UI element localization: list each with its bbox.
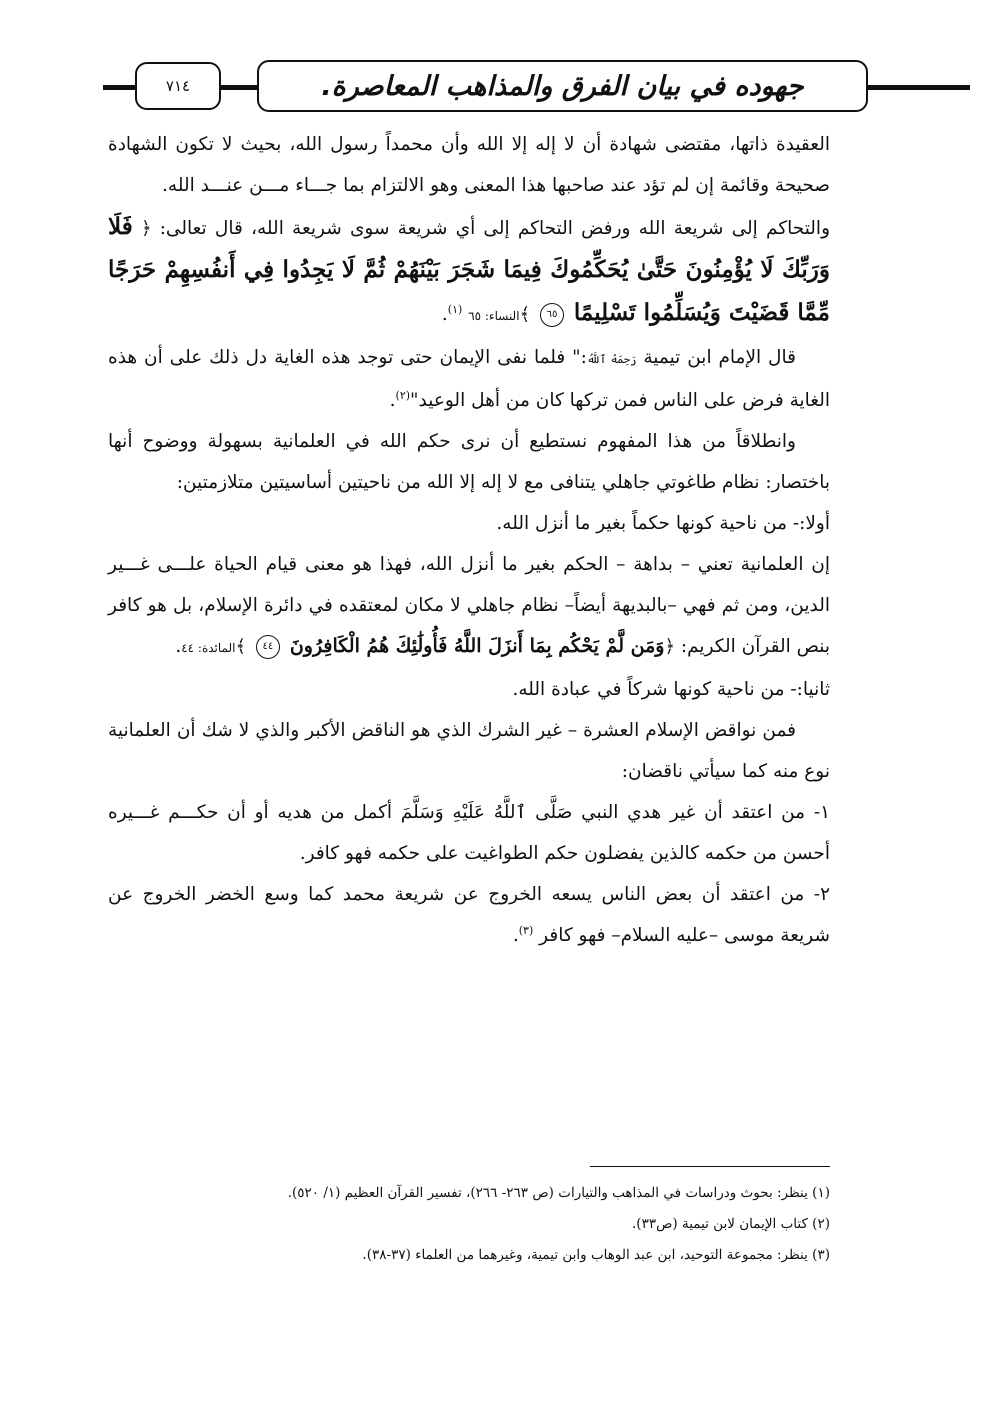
paragraph-2: والتحاكم إلى شريعة الله ورفض التحاكم إلى أي شريعة سوى شريعة الله، قال تعالى: ﴿ فَلَا وَرَبِّكَ لَا يُؤْمِنُونَ حَتَّىٰ يُحَكِّمُوكَ فِيمَا شَجَرَ بَيْنَهُمْ ثُمَّ لَا يَجِدُوا فِي أَنفُسِهِمْ حَرَجًا مِّمَّا قَضَيْتَ وَيُسَلِّمُوا تَسْلِيمًا ٦٥ ﴾النساء: ٦٥ $^{(١)}$. (108, 213, 830, 326)
verse-1-reference: النساء: ٦٥ (468, 309, 520, 323)
paragraph-5: إن العلمانية تعني – بداهة – الحكم بغير ما أنزل الله، فهذا هو معنى قيام الحياة علـــى غـــير الدين، ومن ثم فهي –بالبديهة أيضاً– نظام جاهلي لا مكان لمعتقده في دائرة الإسلام، بل هو كافر بنص القرآن الكريم: ﴿وَمَن لَّمْ يَحْكُم بِمَا أَنزَلَ اللَّهُ فَأُولَٰئِكَ هُمُ الْكَافِرُونَ ٤٤ ﴾المائدة: ٤٤. (108, 554, 830, 657)
paragraph-6: فمن نواقض الإسلام العشرة – غير الشرك الذي هو الناقض الأكبر والذي لا شك أن العلمانية نوع منه كما سيأتي ناقضان: (108, 720, 830, 782)
page-number: ٧١٤ (165, 77, 191, 95)
paragraph-3-rest: :" فلما نفى الإيمان حتى توجد هذه الغاية دل ذلك على أن هذه الغاية فرض على الناس فمن تركها كان من أهل الوعيد" (108, 347, 830, 411)
running-header-title: جهوده في بيان الفرق والمذاهب المعاصرة. (321, 70, 804, 102)
list-item-1 (108, 792, 830, 874)
paragraph-3: قال الإمام ابن تيمية رَحِمَهُ ٱللَّهُ:" فلما نفى الإيمان حتى توجد هذه الغاية دل ذلك على أن هذه الغاية فرض على الناس فمن تركها كان من أهل الوعيد"$^{(٢)}$. (108, 347, 830, 411)
paragraph-2-intro: والتحاكم إلى شريعة الله ورفض التحاكم إلى أي شريعة سوى شريعة الله، قال تعالى: (159, 218, 830, 239)
verse-1-open-bracket: ﴿ (140, 218, 152, 239)
page-number-frame (135, 62, 221, 110)
footnote-1: (١) ينظر: بحوث ودراسات في المذاهب والتيارات (ص ٢٦٣- ٢٦٦)، تفسير القرآن العظيم (١/ ٥٢٠). (287, 1185, 830, 1201)
paragraph-1 (108, 124, 830, 206)
verse-1-ayah-marker: ٦٥ (540, 303, 564, 327)
footnote-marker-1: (١) (447, 302, 463, 316)
verse-2-close-bracket: ﴾ (235, 636, 247, 657)
main-text (108, 124, 830, 956)
verse-2-ayah-marker: ٤٤ (256, 635, 280, 659)
footnote-marker-2: (٢) (395, 388, 411, 402)
list-item-2: ٢- من اعتقد أن بعض الناس يسعه الخروج عن شريعة محمد كما وسع الخضر الخروج عن شريعة موسى –عليه السلام– فهو كافر $^{(٣)}$. (108, 884, 830, 946)
list-item-1-rest: أكمل من هديه أو أن حكـــم غـــيره أحسن من حكمه كالذين يفضلون حكم الطواغيت على حكمه فهو كافر. (108, 802, 830, 864)
honorific-rahimahullah: رَحِمَهُ ٱللَّهُ (586, 353, 637, 366)
verse-2-text: وَمَن لَّمْ يَحْكُم بِمَا أَنزَلَ اللَّهُ فَأُولَٰئِكَ هُمُ الْكَافِرُونَ (289, 635, 665, 657)
footnote-3: (٣) ينظر: مجموعة التوحيد، ابن عبد الوهاب وابن تيمية، وغيرهما من العلماء (٣٧-٣٨). (362, 1247, 830, 1263)
verse-1-text: فَلَا وَرَبِّكَ لَا يُؤْمِنُونَ حَتَّىٰ يُحَكِّمُوكَ فِيمَا شَجَرَ بَيْنَهُمْ ثُمَّ لَا يَجِدُوا فِي أَنفُسِهِمْ حَرَجًا مِّمَّا قَضَيْتَ وَيُسَلِّمُوا تَسْلِيمًا (108, 213, 830, 326)
paragraph-4: وانطلاقاً من هذا المفهوم نستطيع أن نرى حكم الله في العلمانية بسهولة ووضوح أنها باختصار: نظام طاغوتي جاهلي يتنافى مع لا إله إلا الله من ناحيتين أساسيتين متلازمتين: (108, 431, 830, 493)
list-item-2-text: ٢- من اعتقد أن بعض الناس يسعه الخروج عن شريعة محمد كما وسع الخضر الخروج عن شريعة موسى –عليه السلام– فهو كافر (108, 884, 830, 946)
verse-2-open-bracket: ﴿ (664, 636, 675, 657)
header-title-frame (257, 60, 868, 112)
second-heading: ثانيا:- من ناحية كونها شركاً في عبادة الله. (512, 679, 830, 700)
footnote-2: (٢) كتاب الإيمان لابن تيمية (ص٣٣). (632, 1216, 830, 1232)
verse-1-close-bracket: ﴾ (519, 304, 531, 325)
footnote-separator (590, 1166, 830, 1167)
footnote-marker-3: (٣) (518, 923, 534, 937)
paragraph-1-line-1: العقيدة ذاتها، مقتضى شهادة أن لا إله إلا الله وأن محمداً رسول الله، بحيث لا تكون الشهادة (108, 134, 830, 155)
paragraph-5-text: إن العلمانية تعني – بداهة – الحكم بغير ما أنزل الله، فهذا هو معنى قيام الحياة علـــى غـــير الدين، ومن ثم فهي –بالبديهة أيضاً– نظام جاهلي لا مكان لمعتقده في دائرة الإسلام، بل هو كافر بنص القرآن الكريم: (108, 554, 830, 657)
list-item-1-start: ١- من اعتقد أن غير هدي النبي (581, 802, 831, 823)
first-heading: أولا:- من ناحية كونها حكماً بغير ما أنزل الله. (496, 513, 830, 534)
salawat-honorific: صَلَّى ٱللَّهُ عَلَيْهِ وَسَلَّمَ (400, 802, 573, 823)
verse-2-reference: المائدة: ٤٤ (181, 641, 236, 655)
paragraph-3-start: قال الإمام ابن تيمية (643, 347, 796, 368)
footnotes (108, 1178, 830, 1271)
paragraph-1-line-2: صحيحة وقائمة إن لم تؤد عند صاحبها هذا المعنى وهو الالتزام بما جـــاء مـــن عنـــد الله. (162, 175, 830, 196)
